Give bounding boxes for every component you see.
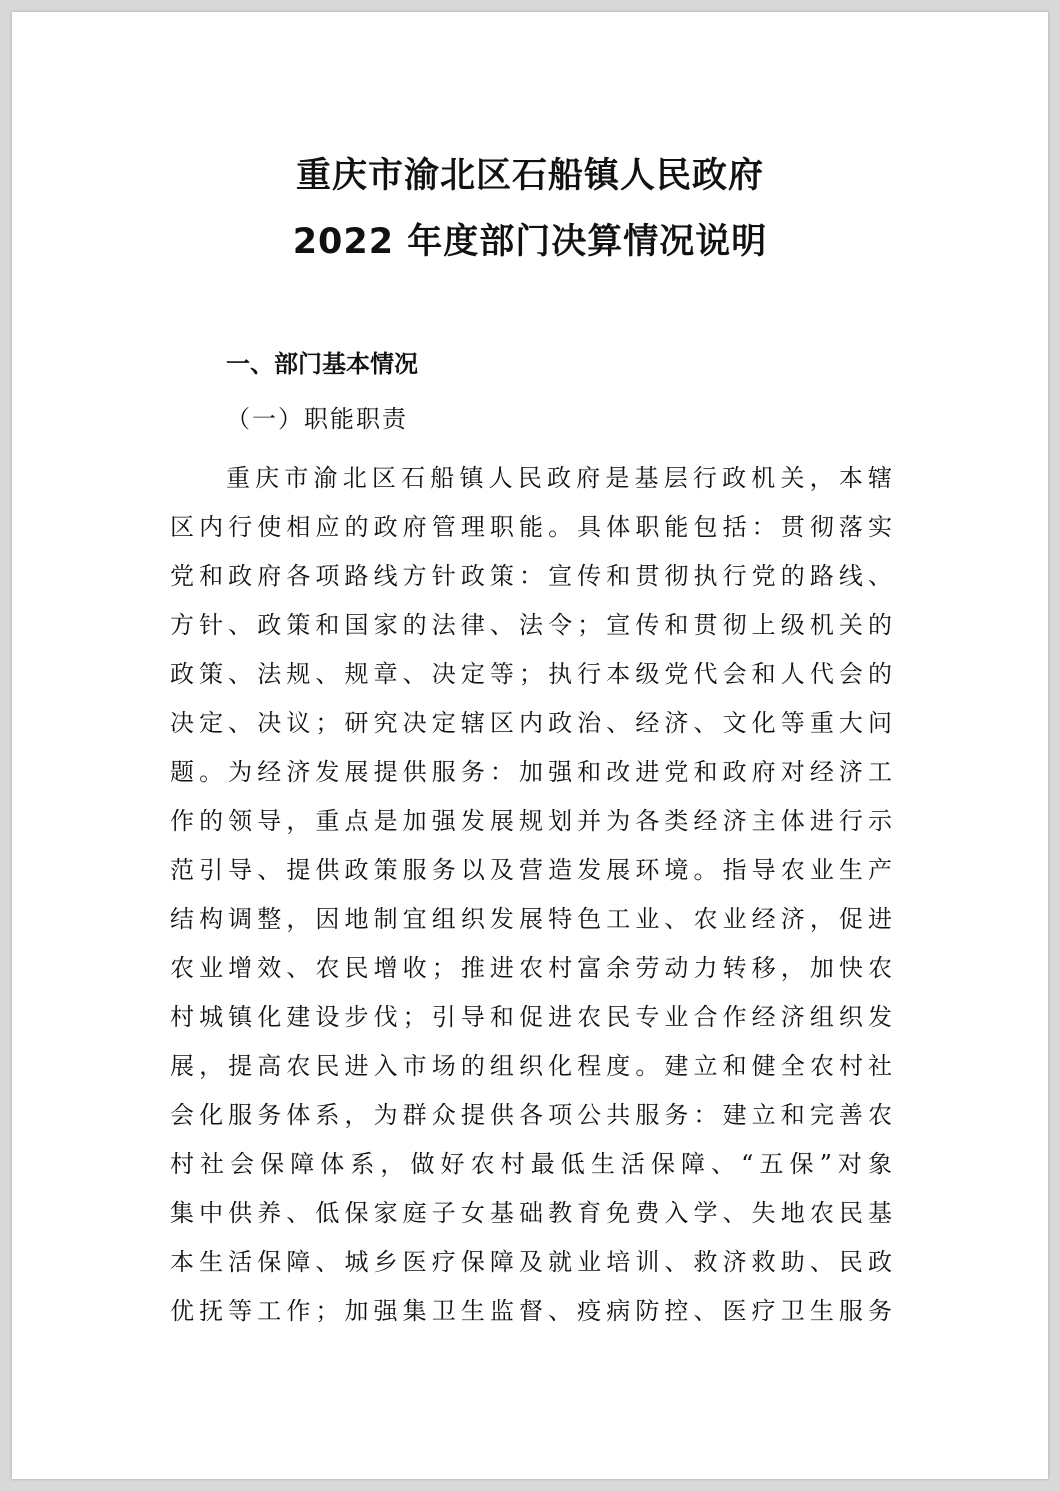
paragraph-line: 展，提高农民进入市场的组织化程度。建立和健全农村社 xyxy=(170,1052,892,1080)
paragraph-line: 范引导、提供政策服务以及营造发展环境。指导农业生产 xyxy=(170,856,892,884)
paragraph-line: 集中供养、低保家庭子女基础教育免费入学、失地农民基 xyxy=(170,1199,892,1227)
paragraph-line: 题。为经济发展提供服务：加强和改进党和政府对经济工 xyxy=(170,758,892,786)
paragraph-line: 结构调整，因地制宜组织发展特色工业、农业经济，促进 xyxy=(170,905,892,933)
subsection-heading: （一）职能职责 xyxy=(226,405,408,433)
document-title-line-2: 2022 年度部门决算情况说明 xyxy=(292,222,768,262)
paragraph-line: 决定、决议；研究决定辖区内政治、经济、文化等重大问 xyxy=(170,709,892,737)
body-paragraph xyxy=(170,454,892,1336)
document-title-line-1: 重庆市渝北区石船镇人民政府 xyxy=(295,156,764,196)
paragraph-line: 作的领导，重点是加强发展规划并为各类经济主体进行示 xyxy=(170,807,892,835)
paragraph-line: 政策、法规、规章、决定等；执行本级党代会和人代会的 xyxy=(170,660,892,688)
paragraph-line: 优抚等工作；加强集卫生监督、疫病防控、医疗卫生服务 xyxy=(170,1297,892,1325)
paragraph-line: 区内行使相应的政府管理职能。具体职能包括：贯彻落实 xyxy=(170,513,892,541)
paragraph-line: 重庆市渝北区石船镇人民政府是基层行政机关，本辖 xyxy=(226,464,892,492)
section-heading: 一、部门基本情况 xyxy=(226,350,418,378)
paragraph-line: 本生活保障、城乡医疗保障及就业培训、救济救助、民政 xyxy=(170,1248,892,1276)
paragraph-line: 村社会保障体系，做好农村最低生活保障、“五保”对象 xyxy=(170,1150,892,1178)
paragraph-line: 方针、政策和国家的法律、法令；宣传和贯彻上级机关的 xyxy=(170,611,892,639)
paragraph-line: 农业增效、农民增收；推进农村富余劳动力转移，加快农 xyxy=(170,954,892,982)
paragraph-line: 党和政府各项路线方针政策：宣传和贯彻执行党的路线、 xyxy=(170,562,892,590)
paragraph-line: 村城镇化建设步伐；引导和促进农民专业合作经济组织发 xyxy=(170,1003,892,1031)
document-page xyxy=(12,12,1048,1479)
paragraph-line: 会化服务体系，为群众提供各项公共服务：建立和完善农 xyxy=(170,1101,892,1129)
